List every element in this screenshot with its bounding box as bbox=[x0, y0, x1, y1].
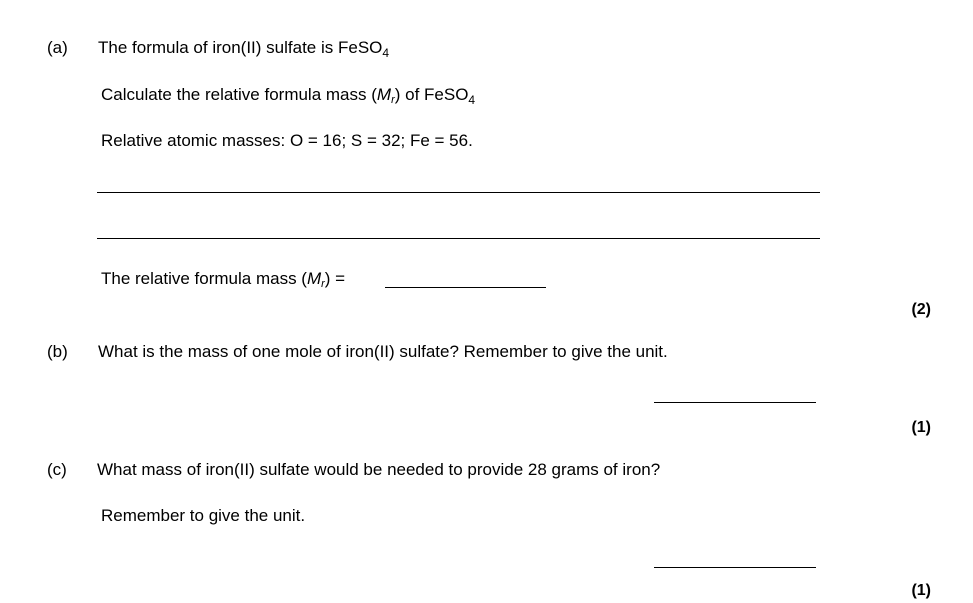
part-b-question: What is the mass of one mole of iron(II) sulfate? Remember to give the unit. bbox=[98, 342, 668, 361]
part-b-marks: (1) bbox=[911, 419, 931, 436]
part-c-marks: (1) bbox=[911, 582, 931, 599]
part-a-marks: (2) bbox=[911, 301, 931, 318]
part-c-question: What mass of iron(II) sulfate would be needed to provide 28 grams of iron? bbox=[97, 460, 661, 479]
part-c-answer-line[interactable] bbox=[654, 567, 816, 568]
part-b-label: (b) bbox=[47, 342, 68, 361]
part-a-label: (a) bbox=[47, 38, 68, 57]
part-a-formula-statement: The formula of iron(II) sulfate is FeSO$_4$ bbox=[98, 38, 390, 60]
part-a-working-line-1[interactable] bbox=[97, 192, 820, 193]
part-c-instruction: Remember to give the unit. bbox=[101, 506, 306, 525]
part-b-answer-line[interactable] bbox=[654, 402, 816, 403]
part-a-working-line-2[interactable] bbox=[97, 238, 820, 239]
part-a-answer-prompt: The relative formula mass $(M_r)$ = bbox=[101, 269, 346, 290]
part-a-atomic-masses: Relative atomic masses: O = 16; S = 32; Fe = 56. bbox=[101, 131, 473, 150]
part-a-question: Calculate the relative formula mass $(M_r)$ of FeSO$_4$ bbox=[101, 85, 476, 107]
part-c-label: (c) bbox=[47, 460, 67, 479]
part-a-answer-line[interactable] bbox=[385, 287, 546, 288]
